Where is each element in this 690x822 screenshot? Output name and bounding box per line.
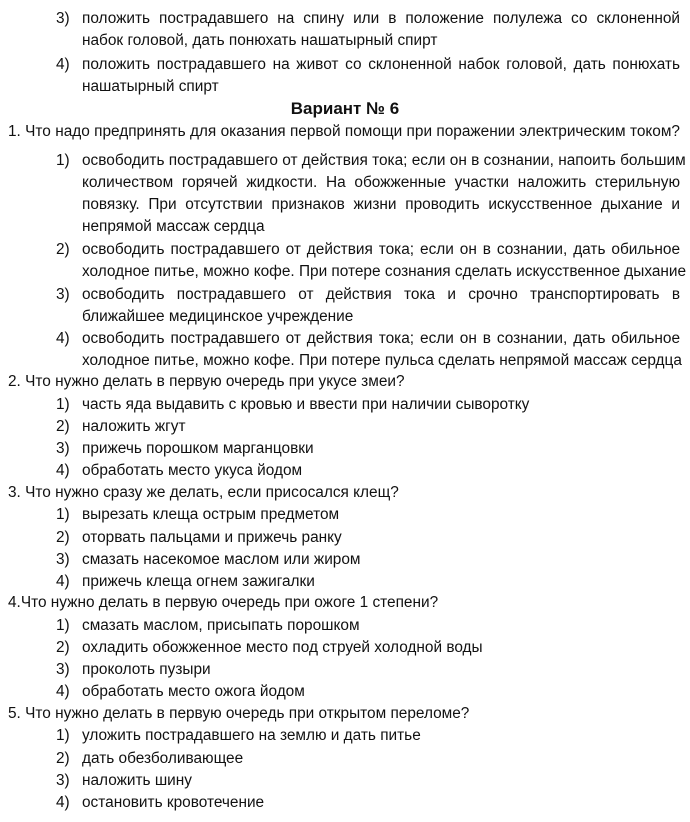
answer-number: 3) [56, 10, 70, 27]
question-text: 1. Что надо предпринять для оказания первой помощи при поражении электрическим током? [8, 123, 680, 140]
answer-text-line: ближайшее медицинское учреждение [82, 308, 354, 325]
answer-number: 4) [56, 56, 70, 73]
answer-text-line: повязку. При отсутствии признаков жизни проводить искусственное дыхание и [82, 196, 680, 213]
answer-number: 4) [56, 462, 70, 479]
question-text: 2. Что нужно делать в первую очередь при укусе змеи? [8, 373, 405, 390]
answer-text: уложить пострадавшего на землю и дать питье [82, 727, 421, 744]
answer-text-line: освободить пострадавшего от действия тока; если он в сознании, дать обильное [82, 330, 680, 347]
answer-text: смазать маслом, присыпать порошком [82, 617, 360, 634]
answer-text: смазать насекомое маслом или жиром [82, 551, 361, 568]
answer-number: 2) [56, 750, 70, 767]
question-text: 5. Что нужно делать в первую очередь при открытом переломе? [8, 705, 470, 722]
answer-number: 1) [56, 506, 70, 523]
answer-number: 3) [56, 440, 70, 457]
answer-text-line: освободить пострадавшего от действия тока; если он в сознании, дать обильное [82, 241, 680, 258]
question-text: 4.Что нужно делать в первую очередь при ожоге 1 степени? [8, 594, 439, 611]
answer-number: 1) [56, 396, 70, 413]
answer-text: прижечь порошком марганцовки [82, 440, 314, 457]
answer-text: охладить обожженное место под струей холодной воды [82, 639, 483, 656]
answer-number: 3) [56, 661, 70, 678]
answer-number: 3) [56, 551, 70, 568]
answer-number: 2) [56, 639, 70, 656]
answer-text-line: освободить пострадавшего от действия тока и срочно транспортировать в [82, 286, 680, 303]
answer-text-line: непрямой массаж сердца [82, 218, 265, 235]
answer-number: 3) [56, 286, 70, 303]
answer-text-line: положить пострадавшего на живот со склоненной набок головой, дать понюхать [82, 56, 680, 73]
answer-number: 2) [56, 241, 70, 258]
answer-text: обработать место укуса йодом [82, 462, 303, 479]
answer-number: 2) [56, 418, 70, 435]
answer-text: остановить кровотечение [82, 794, 265, 811]
answer-number: 4) [56, 573, 70, 590]
answer-text: часть яда выдавить с кровью и ввести при наличии сыворотку [82, 396, 530, 413]
answer-text-line: набок головой, дать понюхать нашатырный спирт [82, 32, 438, 49]
question-text: 3. Что нужно сразу же делать, если присосался клещ? [8, 484, 399, 501]
answer-number: 1) [56, 617, 70, 634]
answer-text: вырезать клеща острым предметом [82, 506, 340, 523]
answer-number: 2) [56, 529, 70, 546]
answer-text-line: холодное питье, можно кофе. При потере пульса сделать непрямой массаж сердца [82, 352, 682, 369]
answer-number: 4) [56, 683, 70, 700]
answer-number: 1) [56, 152, 70, 169]
answer-number: 1) [56, 727, 70, 744]
answer-text: оторвать пальцами и прижечь ранку [82, 529, 342, 546]
variant-title: Вариант № 6 [290, 99, 400, 118]
answer-text: обработать место ожога йодом [82, 683, 305, 700]
answer-text: прижечь клеща огнем зажигалки [82, 573, 315, 590]
answer-text: наложить шину [82, 772, 192, 789]
answer-text-line: количеством горячей жидкости. На обожженные участки наложить стерильную [82, 174, 680, 191]
answer-text-line: холодное питье, можно кофе. При потере сознания сделать искусственное дыхание [82, 263, 687, 280]
answer-text-line: освободить пострадавшего от действия тока; если он в сознании, напоить большим [82, 152, 686, 169]
answer-text: проколоть пузыри [82, 661, 211, 678]
answer-text: дать обезболивающее [82, 750, 244, 767]
answer-number: 3) [56, 772, 70, 789]
answer-text: наложить жгут [82, 418, 186, 435]
answer-number: 4) [56, 794, 70, 811]
answer-text-line: нашатырный спирт [82, 78, 219, 95]
answer-text-line: положить пострадавшего на спину или в положение полулежа со склоненной [82, 10, 680, 27]
answer-number: 4) [56, 330, 70, 347]
